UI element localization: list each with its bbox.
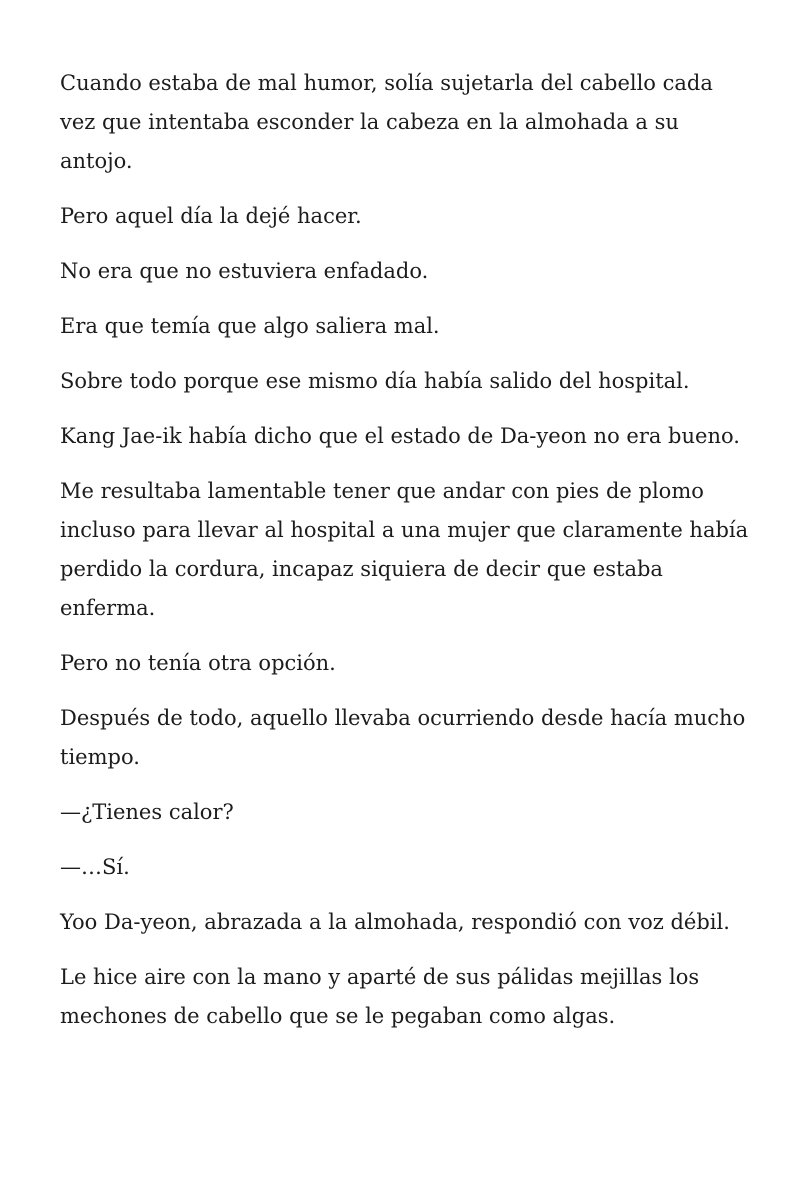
paragraph: Después de todo, aquello llevaba ocurriendo desde hacía mucho tiempo. xyxy=(60,706,746,769)
paragraph: Pero aquel día la dejé hacer. xyxy=(60,204,362,228)
paragraph: Me resultaba lamentable tener que andar con pies de plomo incluso para llevar al hospital a una mujer que claramente había perdido la cordura, incapaz siquiera de decir que estaba enferma. xyxy=(60,479,749,620)
dialogue-line: —¿Tienes calor? xyxy=(60,800,234,824)
paragraph: Pero no tenía otra opción. xyxy=(60,651,336,675)
paragraph: Le hice aire con la mano y aparté de sus pálidas mejillas los mechones de cabello que se le pegaban como algas. xyxy=(60,965,700,1028)
paragraph: Era que temía que algo saliera mal. xyxy=(60,314,440,338)
paragraph: Kang Jae-ik había dicho que el estado de Da-yeon no era bueno. xyxy=(60,424,740,448)
paragraph: Yoo Da-yeon, abrazada a la almohada, respondió con voz débil. xyxy=(60,910,730,934)
paragraph: Cuando estaba de mal humor, solía sujetarla del cabello cada vez que intentaba esconder la cabeza en la almohada a su antojo. xyxy=(60,71,713,173)
reader-page xyxy=(60,64,750,1052)
paragraph: Sobre todo porque ese mismo día había salido del hospital. xyxy=(60,369,690,393)
paragraph: No era que no estuviera enfadado. xyxy=(60,259,429,283)
dialogue-line: —…Sí. xyxy=(60,855,130,879)
